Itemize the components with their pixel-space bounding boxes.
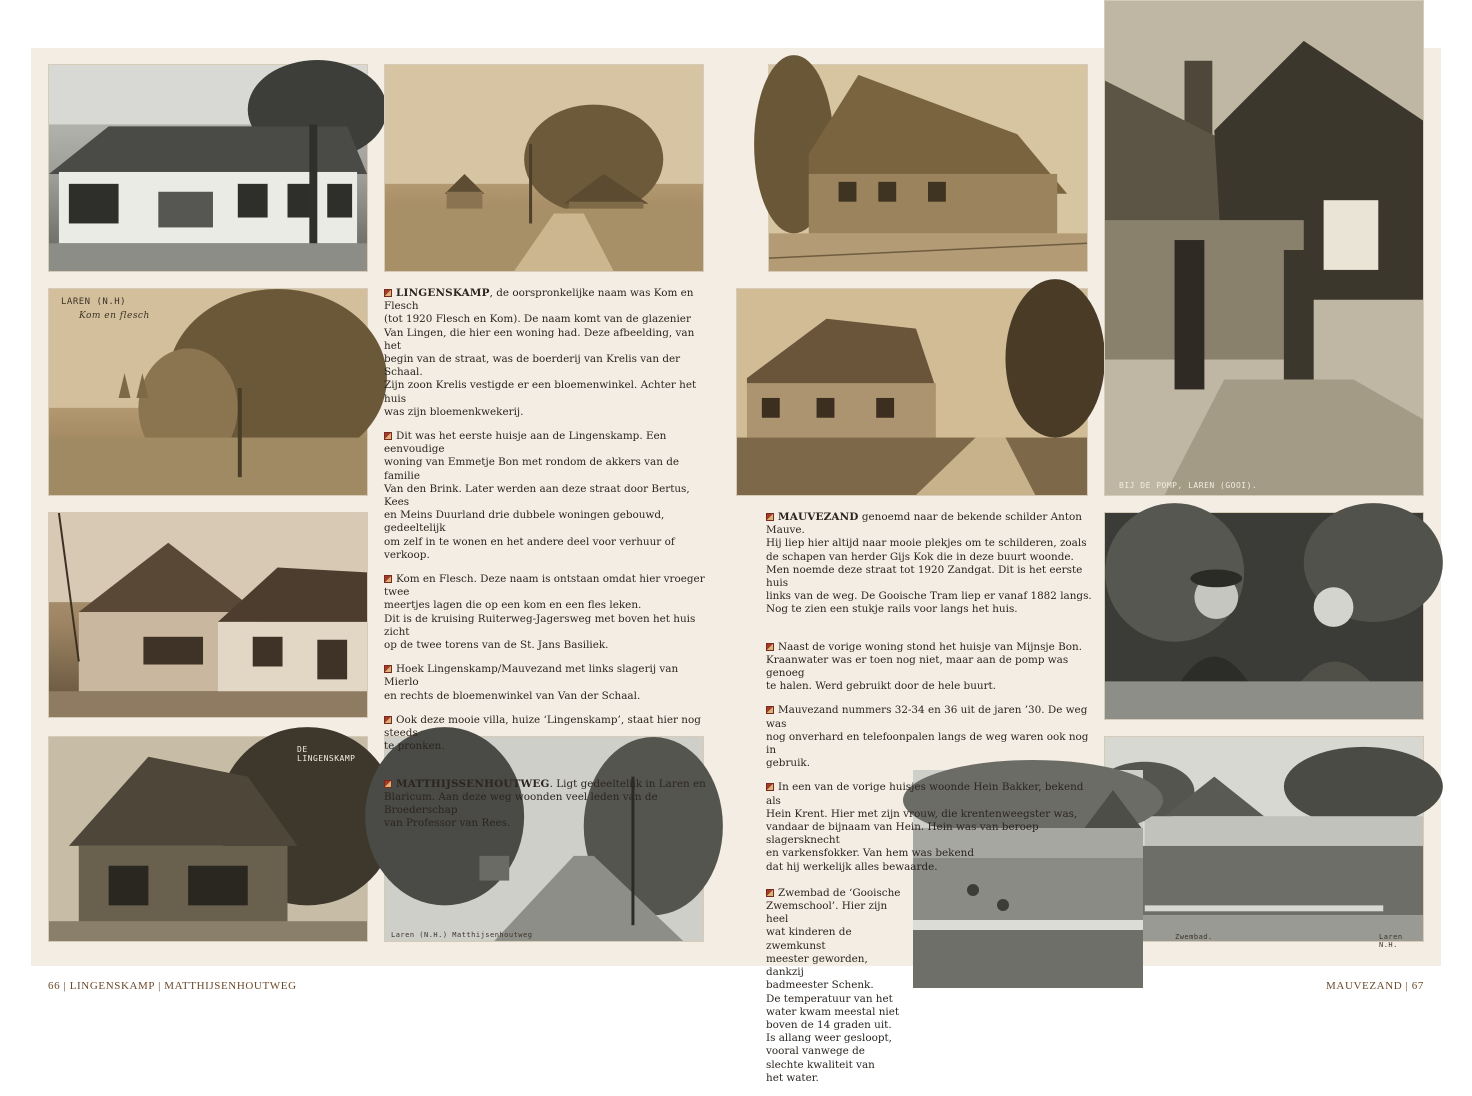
bullet-icon xyxy=(766,889,774,897)
paragraph-hein-bakker: In een van de vorige huisjes woonde Hein Bakker, bekend als Hein Krent. Hier met zijn vrouw, die krentenweegster was, vandaar de bijnaam van Hein. Hein was van beroep slagersknecht en varkensfokker. Van hem was bekend dat hij werkelijk alles bewaarde. xyxy=(766,781,1084,873)
footer-right-page-number: MAUVEZAND | 67 xyxy=(1326,980,1424,992)
bullet-icon xyxy=(766,513,774,521)
bullet-icon xyxy=(384,575,392,583)
photo-caption-matthijsenhoutweg: Laren (N.H.) Matthijsenhoutweg xyxy=(391,931,533,939)
paragraph-villa: Ook deze mooie villa, huize ‘Lingenskamp’, staat hier nog steeds te pronken. xyxy=(384,713,701,753)
photo-bij-de-pomp xyxy=(1104,0,1424,496)
paragraph-zwembad: Zwembad de ‘Gooische Zwemschool’. Hier zijn heel wat kinderen de zwemkunst meester geworden, dankzij badmeester Schenk. De temperatuur van het water kwam meestal niet boven de 14 graden uit. Is allang weer gesloopt, vooral vanwege de slechte kwaliteit van het water. xyxy=(766,886,901,1084)
bullet-icon xyxy=(384,780,392,788)
photo-caption-de-lingenskamp: DE LINGENSKAMP xyxy=(297,745,356,763)
photo-caption-laren: LAREN (N.H) xyxy=(61,297,127,307)
paragraph-lingenskamp: LINGENSKAMP, de oorspronkelijke naam was Kom en Flesch (tot 1920 Flesch en Kom). De naam komt van de glazenier Van Lingen, die hier een woning had. Deze afbeelding, van het begin van de straat, was de boerderij van Krelis van der Schaal. Zijn zoon Krelis vestigde er een bloemenwinkel. Achter het huis was zijn bloemenkwekerij. xyxy=(384,287,697,418)
left-text-column xyxy=(384,287,706,841)
photo-zwembad-large xyxy=(1104,736,1424,949)
bullet-icon xyxy=(384,432,392,440)
bullet-icon xyxy=(766,706,774,714)
bullet-icon xyxy=(766,783,774,791)
photo-hein-krent-and-wife xyxy=(1104,512,1424,720)
paragraph-hoek-lingenskamp: Hoek Lingenskamp/Mauvezand met links slagerij van Mierlo en rechts de bloemenwinkel van Van der Schaal. xyxy=(384,663,679,702)
photo-caption-laren-nh: Laren N.H. xyxy=(1379,933,1403,949)
paragraph-mijnsje-bon: Naast de vorige woning stond het huisje van Mijnsje Bon. Kraanwater was er toen nog niet, maar aan de pomp was genoeg te halen. Werd gebruikt door de hele buurt. xyxy=(766,640,1082,693)
paragraph-mauvezand: MAUVEZAND genoemd naar de bekende schilder Anton Mauve. Hij liep hier altijd naar mooie plekjes om te schilderen, zoals de schapen van herder Gijs Kok die in deze buurt woonde. Men noemde deze straat tot 1920 Zandgat. Dit is het eerste huis links van de weg. De Gooische Tram liep er vanaf 1882 langs. Nog te zien een stukje rails voor langs het huis. xyxy=(766,511,1092,616)
bullet-icon xyxy=(384,716,392,724)
paragraph-first-house: Dit was het eerste huisje aan de Lingenskamp. Een eenvoudige woning van Emmetje Bon met rondom de akkers van de familie Van den Brink. Later werden aan deze straat door Bertus, Kees en Meins Duurland drie dubbele woningen gebouwd, gedeeltelijk om zelf in te wonen en het andere deel voor verhuur of verkoop. xyxy=(384,430,690,561)
bullet-icon xyxy=(384,665,392,673)
bullet-icon xyxy=(766,643,774,651)
photo-first-house-lingenskamp xyxy=(384,64,704,272)
bullet-icon xyxy=(384,289,392,297)
photo-kom-en-flesch xyxy=(48,288,368,496)
right-text-column xyxy=(766,511,1096,1096)
paragraph-matthijssenhoutweg: MATTHIJSSENHOUTWEG. Ligt gedeeltelijk in Laren en Blaricum. Aan deze weg woonden veel leden van de Broederschap van Professor van Rees. xyxy=(384,777,706,830)
photo-lingenskamp-flower-shop xyxy=(48,64,368,272)
photo-caption-bij-de-pomp: BIJ DE POMP, LAREN (GOOI). xyxy=(1119,481,1258,490)
paragraph-mauvezand-numbers: Mauvezand nummers 32-34 en 36 uit de jaren ’30. De weg was nog onverhard en telefoonpalen langs de weg waren ook nog in gebruik. xyxy=(766,704,1089,770)
photo-caption-kom-en-flesch: Kom en flesch xyxy=(79,311,150,321)
photo-mauvezand-farmhouse xyxy=(768,64,1088,272)
photo-mauvezand-32-36 xyxy=(736,288,1088,496)
footer-left-page-number: 66 | LINGENSKAMP | MATTHIJSENHOUTWEG xyxy=(48,980,297,992)
photo-hoek-lingenskamp-mauvezand xyxy=(48,512,368,718)
photo-villa-lingenskamp xyxy=(48,736,368,942)
photo-caption-zwembad: Zwembad. xyxy=(1175,933,1213,941)
paragraph-kom-en-flesch: Kom en Flesch. Deze naam is ontstaan omdat hier vroeger twee meertjes lagen die op een kom en een fles leken. Dit is de kruising Ruiterweg-Jagersweg met boven het huis zicht op de twee torens van de St. Jans Basiliek. xyxy=(384,573,705,652)
